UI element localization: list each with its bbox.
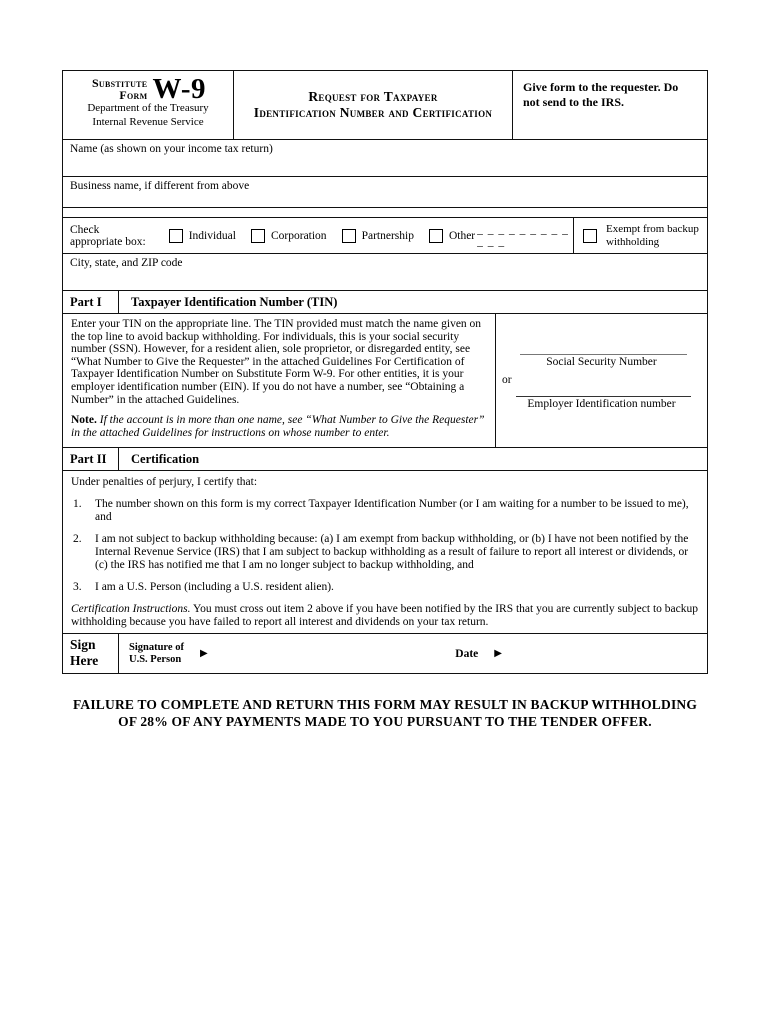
form-word-label: Form bbox=[119, 88, 148, 102]
individual-checkbox[interactable] bbox=[169, 229, 183, 243]
item-text: The number shown on this form is my correct Taxpayer Identification Number (or I am waiting for a number to be issued to me), and bbox=[95, 498, 689, 523]
name-label: Name (as shown on your income tax return) bbox=[70, 143, 273, 155]
tin-instructions: Enter your TIN on the appropriate line. The TIN provided must match the name given on the top line to avoid backup withholding. For individuals, this is your social security number (SSN). However, for a resident alien, sole proprietor, or disregarded entity, see “What Number to Give the Requester” in the attached Guidelines For Certification of Taxpayer Identification Number on Substitute Form W-9. For other entities, it is your employer identification number (EIN). If you do not have a number, see “Obtaining a Number” in the attached Guidelines. bbox=[71, 318, 482, 406]
signature-area bbox=[119, 634, 707, 673]
substitute-label: Substitute bbox=[91, 76, 148, 90]
corporation-checkbox[interactable] bbox=[251, 229, 265, 243]
form-number: W-9 bbox=[152, 73, 207, 105]
part2-label: Part II bbox=[63, 448, 119, 470]
tin-entry-cell bbox=[495, 314, 707, 447]
certification-item-3 bbox=[71, 581, 699, 594]
tin-instructions-block bbox=[63, 314, 495, 447]
form-id-cell bbox=[63, 71, 234, 139]
part2-title: Certification bbox=[131, 451, 200, 466]
exempt-cell bbox=[573, 218, 707, 253]
part1-label: Part I bbox=[63, 291, 119, 313]
sign-word: Sign bbox=[70, 637, 96, 652]
certification-instructions-label: Certification Instructions. bbox=[71, 603, 191, 615]
ssn-label: Social Security Number bbox=[546, 356, 657, 368]
certification-instructions bbox=[71, 603, 699, 629]
here-word: Here bbox=[70, 652, 99, 668]
item-text: I am a U.S. Person (including a U.S. resident alien). bbox=[95, 581, 334, 593]
business-name-label: Business name, if different from above bbox=[70, 180, 250, 192]
irs-line: Internal Revenue Service bbox=[92, 115, 204, 128]
form-header bbox=[63, 71, 707, 139]
entity-type-cell bbox=[63, 218, 573, 253]
part1-body bbox=[63, 313, 707, 447]
item-number: 3. bbox=[73, 581, 82, 593]
row-separator bbox=[63, 207, 707, 217]
warning-line1: FAILURE TO COMPLETE AND RETURN THIS FORM MAY RESULT IN BACKUP WITHHOLDING bbox=[72, 697, 698, 712]
part2-header bbox=[63, 447, 707, 470]
signature-input-area[interactable] bbox=[208, 644, 328, 664]
part2-body bbox=[63, 470, 707, 633]
date-group bbox=[455, 644, 542, 664]
department-line: Department of the Treasury bbox=[87, 102, 209, 114]
individual-option[interactable] bbox=[169, 229, 236, 243]
signature-arrow-icon: ▶ bbox=[199, 647, 208, 659]
sign-here-row bbox=[63, 633, 707, 673]
item-number: 1. bbox=[73, 498, 82, 510]
form-id-block bbox=[65, 73, 233, 105]
partnership-label: Partnership bbox=[361, 229, 414, 242]
tin-note bbox=[71, 414, 487, 439]
backup-withholding-warning bbox=[0, 696, 770, 730]
check-box-label: Check appropriate box: bbox=[70, 223, 146, 248]
other-label: Other bbox=[448, 229, 476, 242]
business-name-field[interactable] bbox=[63, 176, 707, 207]
other-checkbox[interactable] bbox=[429, 229, 443, 243]
note-text: If the account is in more than one name, see “What Number to Give the Requester” in the attached Guidelines for instructions on whose number to enter. bbox=[71, 414, 485, 439]
note-label: Note. bbox=[71, 414, 97, 427]
item-text: I am not subject to backup withholding because: (a) I am exempt from backup withholding, or (b) I have not been notified by the Internal Revenue Service (IRS) that I am subject to backup withholding as a result of failure to report all interest or dividends, or (c) the IRS has notified me that I am no longer subject to backup withholding, and bbox=[95, 533, 689, 571]
date-arrow-icon: ▶ bbox=[494, 647, 502, 659]
part1-header bbox=[63, 290, 707, 313]
part1-title: Taxpayer Identification Number (TIN) bbox=[131, 294, 338, 309]
certification-item-2 bbox=[71, 533, 699, 572]
ein-input-line[interactable] bbox=[516, 396, 691, 397]
form-title-line1: Request for Taxpayer bbox=[308, 88, 438, 104]
corporation-label: Corporation bbox=[270, 229, 327, 242]
ein-label: Employer Identification number bbox=[527, 398, 676, 410]
exempt-label: Exempt from backup withholding bbox=[606, 223, 699, 248]
corporation-option[interactable] bbox=[251, 229, 327, 243]
city-label: City, state, and ZIP code bbox=[70, 257, 183, 269]
signature-of-label: Signature of U.S. Person bbox=[129, 642, 184, 665]
certification-item-1 bbox=[71, 498, 699, 524]
item-number: 2. bbox=[73, 533, 82, 545]
certification-instructions-text: You must cross out item 2 above if you have been notified by the IRS that you are currently subject to backup withholding because you have failed to report all interest and dividends on your tax return. bbox=[71, 603, 698, 628]
requester-instruction: Give form to the requester. Do not send to the IRS. bbox=[523, 80, 679, 109]
form-title-line2: Identification Number and Certification bbox=[253, 105, 493, 120]
sign-here-label bbox=[63, 634, 119, 673]
entity-type-row bbox=[63, 217, 707, 253]
warning-line2: OF 28% OF ANY PAYMENTS MADE TO YOU PURSUANT TO THE TENDER OFFER. bbox=[118, 714, 652, 729]
other-option[interactable] bbox=[429, 229, 475, 243]
partnership-checkbox[interactable] bbox=[342, 229, 356, 243]
individual-label: Individual bbox=[188, 229, 236, 242]
ssn-input-line[interactable] bbox=[520, 354, 687, 355]
date-label: Date bbox=[455, 647, 479, 660]
name-field[interactable] bbox=[63, 139, 707, 176]
form-title-cell bbox=[234, 71, 513, 139]
city-field[interactable] bbox=[63, 253, 707, 290]
certify-intro: Under penalties of perjury, I certify that: bbox=[71, 476, 258, 488]
w9-substitute-form bbox=[62, 70, 708, 674]
or-label: or bbox=[502, 374, 512, 386]
date-input-area[interactable] bbox=[502, 644, 542, 664]
other-write-in-line[interactable]: _ _ _ _ _ _ _ _ _ _ _ _ bbox=[477, 223, 569, 248]
partnership-option[interactable] bbox=[342, 229, 414, 243]
exempt-checkbox[interactable] bbox=[583, 229, 597, 243]
